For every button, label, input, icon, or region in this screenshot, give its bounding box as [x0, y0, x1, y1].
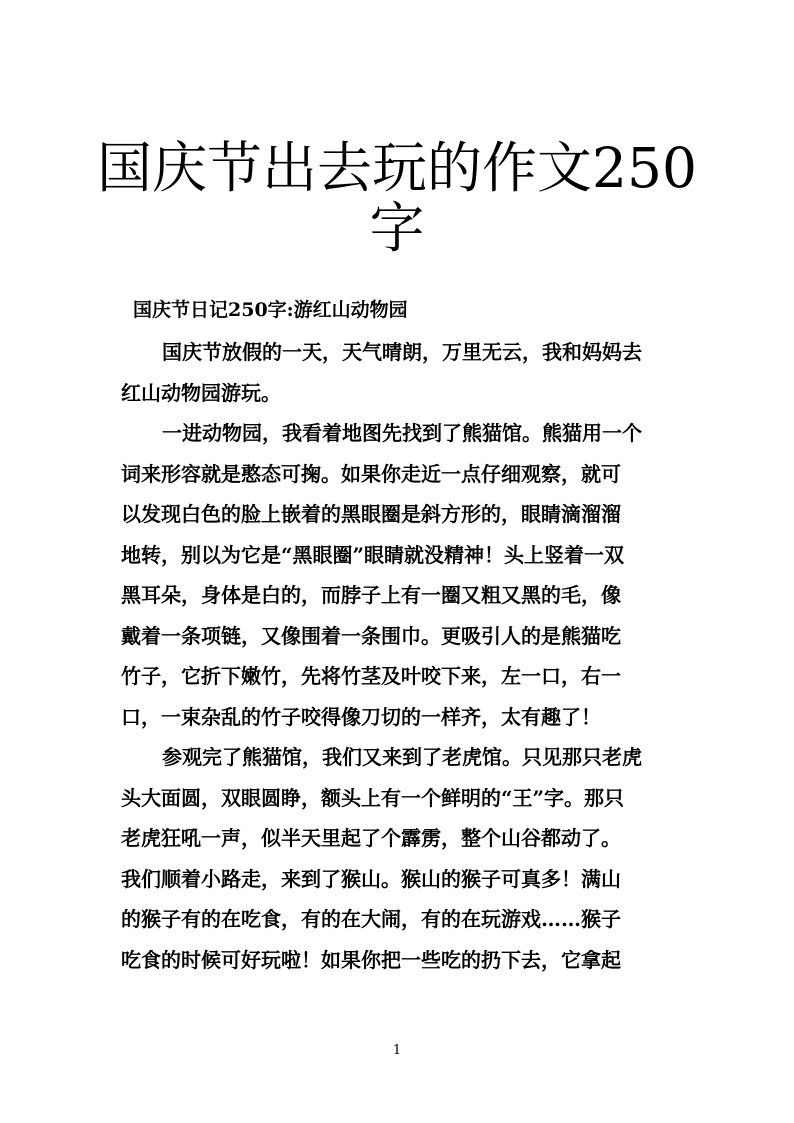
- text-line: 戴着一条项链，又像围着一条围巾。更吸引人的是熊猫吃: [121, 623, 621, 648]
- document-title: [0, 138, 794, 258]
- text-line: 词来形容就是憨态可掬。如果你走近一点仔细观察，就可: [121, 461, 621, 486]
- text-line-paragraph-3-start: 参观完了熊猫馆，我们又来到了老虎馆。只见那只老虎: [162, 745, 642, 769]
- text-line: 地转，别以为它是“黑眼圈”眼睛就没精神！头上竖着一双: [121, 542, 625, 567]
- text-line: 竹子，它折下嫩竹，先将竹茎及叶咬下来，左一口，右一: [121, 664, 621, 688]
- text-line: 吃食的时候可好玩啦！如果你把一些吃的扔下去，它拿起: [121, 947, 621, 972]
- page-number: 1: [392, 1043, 402, 1058]
- body-text: [121, 332, 681, 980]
- text-line: 的猴子有的在吃食，有的在大闹，有的在玩游戏……猴子: [121, 907, 621, 931]
- text-line: 以发现白色的脸上嵌着的黑眼圈是斜方形的，眼睛滴溜溜: [121, 502, 621, 526]
- title-line-1: 国庆节出去玩的作文250: [97, 136, 697, 200]
- text-line-paragraph-2-start: 一进动物园，我看着地图先找到了熊猫馆。熊猫用一个: [162, 421, 642, 445]
- text-line: 老虎狂吼一声，似半天里起了个霹雳，整个山谷都动了。: [121, 826, 621, 850]
- text-line-paragraph-1-start: 国庆节放假的一天，天气晴朗，万里无云，我和妈妈去: [162, 340, 642, 364]
- text-line: 黑耳朵，身体是白的，而脖子上有一圈又粗又黑的毛，像: [121, 583, 621, 607]
- text-line: 头大面圆，双眼圆睁，额头上有一个鲜明的“王”字。那只: [121, 785, 625, 810]
- text-line: 我们顺着小路走，来到了猴山。猴山的猴子可真多！满山: [121, 866, 621, 891]
- text-line: 口，一束杂乱的竹子咬得像刀切的一样齐，太有趣了！: [121, 704, 601, 729]
- subtitle: 国庆节日记250字:游红山动物园: [133, 299, 408, 321]
- title-line-2: 字: [369, 196, 425, 260]
- text-line: 红山动物园游玩。: [121, 380, 281, 405]
